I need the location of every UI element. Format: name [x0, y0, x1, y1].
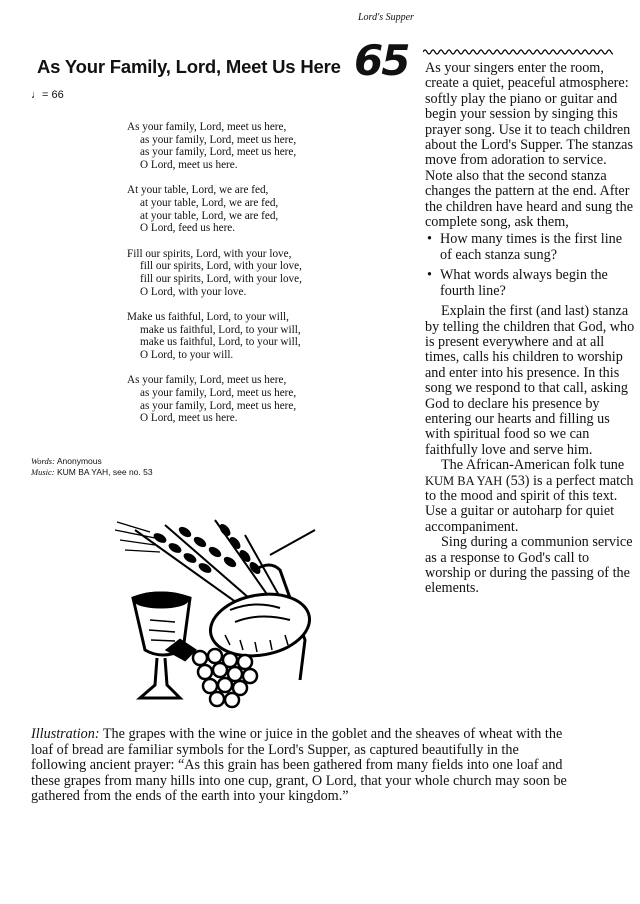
music-label: Music:: [31, 466, 55, 477]
tune-name: KUM BA YAH: [425, 473, 503, 488]
lyric-line: as your family, Lord, meet us here,: [140, 386, 297, 399]
music-credit: [31, 467, 153, 478]
credits: [31, 456, 153, 477]
lyric-line: O Lord, meet us here.: [140, 412, 238, 425]
caption-text: The grapes with the wine or juice in the goblet and the sheaves of wheat with the loaf of bread are familiar symbols for the Lord's Supper, as captured beautifully in the following ancient prayer: “As this grain has been gathered from many fields into one loaf and these grapes from many hills into one cup, grant, O Lord, that your whole church may soon be gathered from the ends of the earth into your kingdom.”: [31, 726, 567, 805]
words-credit: [31, 456, 153, 467]
illustration-caption: [31, 727, 576, 805]
lyric-line: fill our spirits, Lord, with your love,: [140, 260, 302, 273]
stanza: [127, 248, 302, 299]
lyric-line: At your table, Lord, we are fed,: [127, 184, 269, 197]
hymn-number: 65: [354, 36, 409, 85]
lyric-line: as your family, Lord, meet us here,: [140, 133, 297, 146]
lyric-line: As your family, Lord, meet us here,: [127, 121, 287, 133]
music-tune: KUM BA YAH, see no. 53: [56, 466, 153, 477]
words-label: Words:: [31, 456, 55, 466]
lyric-line: O Lord, with your love.: [140, 285, 247, 298]
stanza: [127, 184, 302, 235]
question-item: • How many times is the first line of each stanza sung?: [425, 232, 637, 263]
lyric-line: make us faithful, Lord, to your will,: [140, 323, 301, 336]
notes-intro: As your singers enter the room, create a quiet, peaceful atmosphere: softly play the piano or guitar and begin your session by singing this prayer song. Use it to teach children about the Lord's Supper. The stanzas move from adoration to service. Note also that the second stanza changes the pattern at the end. After the children have heard and sung the complete song, ask them,: [425, 60, 634, 231]
lyric-line: as your family, Lord, meet us here,: [140, 146, 297, 159]
teaching-notes: [425, 61, 637, 597]
lyric-line: as your family, Lord, meet us here,: [140, 399, 297, 412]
notes-sing: Sing during a communion service as a response to God's call to worship or during the passing of the elements.: [425, 534, 633, 597]
lyric-line: make us faithful, Lord, to your will,: [140, 336, 301, 349]
wavy-rule: [423, 47, 613, 57]
stanza: [127, 121, 302, 172]
lyric-line: As your family, Lord, meet us here,: [127, 374, 287, 387]
tempo-marking: [31, 89, 64, 101]
lyric-line: O Lord, meet us here.: [140, 159, 238, 172]
lyrics: [127, 121, 302, 438]
lyric-line: at your table, Lord, we are fed,: [140, 197, 279, 210]
running-head: Lord's Supper: [358, 12, 414, 23]
questions-list: [425, 232, 637, 299]
notes-tune: [425, 458, 637, 535]
hymn-title: As Your Family, Lord, Meet Us Here: [37, 56, 341, 77]
lyric-line: Fill our spirits, Lord, with your love,: [127, 247, 292, 260]
lyric-line: at your table, Lord, we are fed,: [140, 209, 279, 222]
caption-label: Illustration:: [31, 726, 100, 742]
communion-illustration: [105, 510, 340, 710]
tempo-value: = 66: [42, 89, 64, 101]
notes-explain: Explain the first (and last) stanza by telling the children that God, who is present everywhere and at all times, calls his children to worship and enter into his presence. In this song we respond to that call, asking God to declare his presence by entering our hearts and filling us with spiritual food so we can faithfully love and serve him.: [425, 303, 635, 458]
words-author: Anonymous: [56, 456, 102, 466]
tune-text-after: (53) is a perfect match to the mood and spirit of this text. Use a guitar or autoharp for quiet accompaniment.: [425, 472, 634, 535]
tune-text-before: The African-American folk tune: [441, 457, 625, 474]
lyric-line: fill our spirits, Lord, with your love,: [140, 273, 302, 286]
question-item: • What words always begin the fourth line?: [425, 268, 637, 299]
quarter-note-icon: ♩: [31, 89, 42, 101]
lyric-line: O Lord, feed us here.: [140, 222, 236, 235]
lyric-line: O Lord, to your will.: [140, 349, 234, 362]
stanza: [127, 374, 302, 425]
stanza: [127, 311, 302, 362]
lyric-line: Make us faithful, Lord, to your will,: [127, 310, 289, 323]
